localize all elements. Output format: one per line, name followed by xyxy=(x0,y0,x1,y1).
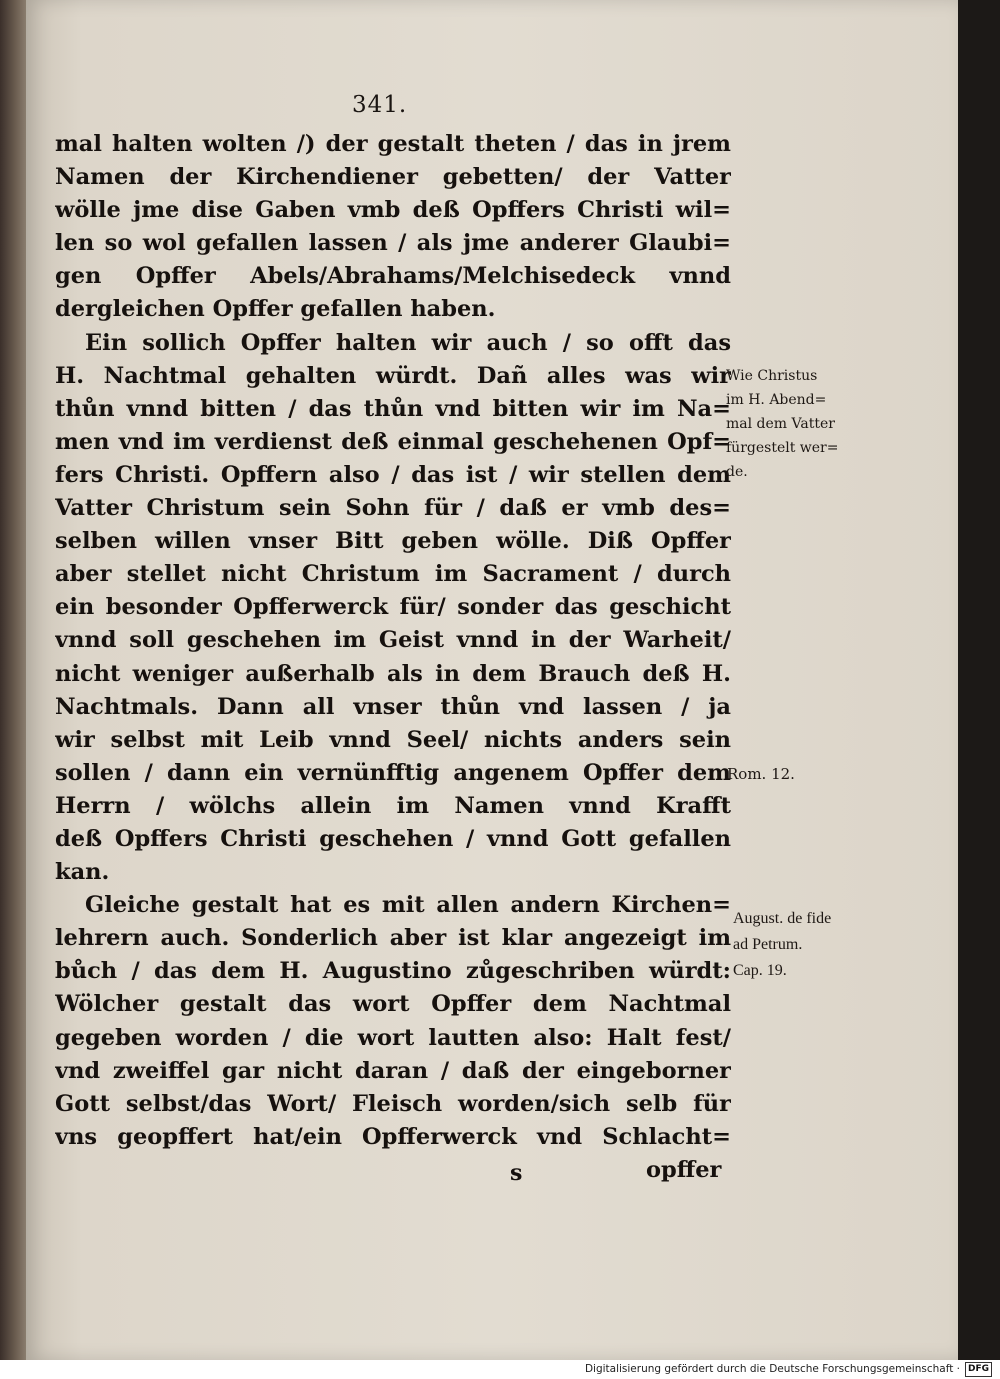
text-line: deß Opffers Christi geschehen / vnnd Gott gefallen xyxy=(55,825,731,852)
margin-note-sacrifice xyxy=(726,364,838,484)
text-line: Herrn / wölchs allein im Namen vnnd Krafft xyxy=(55,792,731,819)
page-number: 341. xyxy=(352,92,408,118)
text-line: Ein sollich Opffer halten wir auch / so offt das xyxy=(85,329,731,356)
text-line: Gleiche gestalt hat es mit allen andern Kirchen= xyxy=(85,892,731,919)
footer-bar xyxy=(0,1360,1000,1379)
text-line: H. Nachtmal gehalten würdt. Dañ alles was wir xyxy=(55,362,731,389)
book-left-edge xyxy=(0,0,26,1360)
text-line: gegeben worden / die wort lautten also: Halt fest/ xyxy=(55,1024,731,1051)
margin-note-line: Wie Christus xyxy=(726,368,818,384)
text-line: nicht weniger außerhalb als in dem Brauch deß H. xyxy=(55,660,731,687)
text-line: dergleichen Opffer gefallen haben. xyxy=(55,296,496,323)
text-line: Wölcher gestalt das wort Opffer dem Nachtmal xyxy=(55,991,731,1018)
text-line: mal halten wolten /) der gestalt theten / das in jrem xyxy=(55,131,731,157)
text-line: Gott selbst/das Wort/ Fleisch worden/sich selb für xyxy=(55,1090,731,1117)
book-right-margin xyxy=(958,0,1000,1360)
text-line: wir selbst mit Leib vnnd Seel/ nichts anders sein xyxy=(55,726,731,753)
margin-note-romans xyxy=(727,762,795,786)
text-line: men vnd im verdienst deß einmal geschehenen Opf= xyxy=(55,428,731,455)
main-text-block xyxy=(55,128,731,1154)
margin-note-line: Rom. 12. xyxy=(727,765,795,783)
dfg-logo: DFG xyxy=(965,1362,992,1377)
text-line: len so wol gefallen lassen / als jme anderer Glaubi= xyxy=(55,230,731,257)
text-line: ein besonder Opfferwerck für/ sonder das geschicht xyxy=(55,594,731,621)
margin-note-augustine xyxy=(733,906,831,984)
signature-mark: s xyxy=(510,1160,523,1186)
margin-note-line: mal dem Vatter xyxy=(726,416,835,432)
text-line: wölle jme dise Gaben vmb deß Opffers Christi wil= xyxy=(55,197,731,224)
margin-note-line: Cap. 19. xyxy=(733,962,787,979)
text-line: lehrern auch. Sonderlich aber ist klar angezeigt im xyxy=(55,925,731,952)
margin-note-line: im H. Abend= xyxy=(726,392,827,408)
text-line: vnnd soll geschehen im Geist vnnd in der Warheit/ xyxy=(55,627,731,654)
text-line: Namen der Kirchendiener gebetten/ der Vatter xyxy=(55,164,731,191)
text-line: vnd zweiffel gar nicht daran / daß der eingeborner xyxy=(55,1057,731,1084)
margin-note-line: fürgestelt wer= xyxy=(726,440,839,456)
text-line: thůn vnnd bitten / das thůn vnd bitten wir im Na= xyxy=(55,395,731,422)
text-line: Nachtmals. Dann all vnser thůn vnd lassen / ja xyxy=(55,693,731,720)
text-line: Vatter Christum sein Sohn für / daß er vmb des= xyxy=(55,495,731,522)
margin-note-line: de. xyxy=(726,464,748,480)
catchword: opffer xyxy=(646,1157,722,1183)
text-line: vns geopffert hat/ein Opfferwerck vnd Schlacht= xyxy=(55,1123,731,1150)
text-line: kan. xyxy=(55,859,110,886)
text-line: fers Christi. Opffern also / das ist / wir stellen dem xyxy=(55,461,731,488)
text-line: sollen / dann ein vernünfftig angenem Opffer dem xyxy=(55,759,731,786)
footer-credit: Digitalisierung gefördert durch die Deutsche Forschungsgemeinschaft · xyxy=(584,1363,960,1375)
text-line: bůch / das dem H. Augustino zůgeschriben würdt: xyxy=(55,958,731,985)
margin-note-line: ad Petrum. xyxy=(733,936,803,953)
margin-note-line: August. de fide xyxy=(733,910,832,927)
text-line: selben willen vnser Bitt geben wölle. Diß Opffer xyxy=(55,528,731,555)
text-line: gen Opffer Abels/Abrahams/Melchisedeck vnnd xyxy=(55,263,731,290)
text-line: aber stellet nicht Christum im Sacrament / durch xyxy=(55,561,731,588)
